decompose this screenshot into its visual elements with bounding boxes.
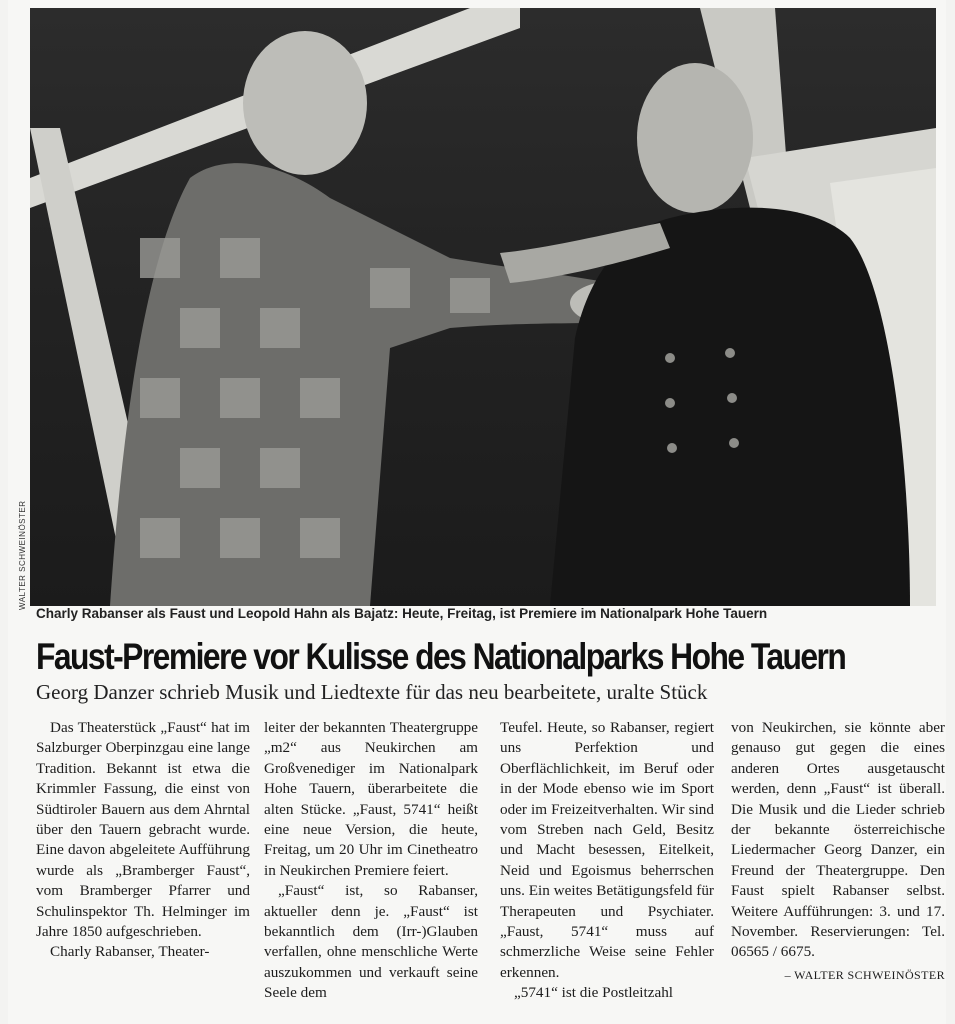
article-column-2 — [264, 718, 478, 1004]
article-photo — [30, 8, 936, 606]
article-column-4 — [731, 718, 945, 985]
photo-caption: Charly Rabanser als Faust und Leopold Hahn als Bajatz: Heute, Freitag, ist Premiere im Nationalpark Hohe Tauern — [36, 606, 768, 621]
paragraph: „Faust“ ist, so Rabanser, aktueller denn je. „Faust“ ist bekanntlich dem (Irr-)Glauben verfallen, ohne menschliche Werte auszukommen und verkauft seine Seele dem — [264, 882, 478, 1002]
paragraph: von Neukirchen, sie könnte aber genauso gut gegen die eines anderen Ortes ausgetauscht werden, denn „Faust“ ist überall. Die Musik und die Lieder schrieb der bekannte österreichische Liedermacher Georg Danzer, ein Freund der Theatergruppe. Den Faust spielt Rabanser selbst. Weitere Aufführungen: 3. und 17. November. Reservierungen: Tel. 06565 / 6675. — [731, 719, 945, 961]
paragraph: Charly Rabanser, Theater- — [50, 943, 210, 961]
article-subheadline: Georg Danzer schrieb Musik und Liedtexte für das neu bearbeitete, uralte Stück — [36, 680, 708, 704]
paragraph: leiter der bekannten Theatergruppe „m2“ aus Neukirchen am Großvenediger im Nationalpark Hohe Tauern, überarbeitete die alten Stücke. „Faust, 5741“ heißt eine neue Version, die heute, Freitag, um 20 Uhr im Cinetheatro in Neukirchen Premiere feiert. — [264, 719, 478, 879]
article-headline: Faust-Premiere vor Kulisse des Nationalparks Hohe Tauern — [36, 636, 846, 677]
photo-illustration — [30, 8, 936, 606]
author-signature: – WALTER SCHWEINÖSTER — [784, 967, 945, 982]
paragraph: Teufel. Heute, so Rabanser, regiert uns Perfektion und Oberflächlichkeit, im Beruf oder in der Mode ebenso wie im Sport oder im Freizeitverhalten. Wir sind vom Streben nach Geld, Besitz und Macht besessen, Eitelkeit, Neid und Egoismus beherrschen uns. Ein weites Betätigungsfeld für Therapeuten und Psychiater. „Faust, 5741“ muss auf schmerzliche Weise seine Fehler erkennen. — [500, 719, 714, 981]
paragraph: „5741“ ist die Postleitzahl — [514, 984, 674, 1002]
photo-credit: WALTER SCHWEINÖSTER — [18, 500, 27, 610]
right-actor-dark-jacket — [550, 208, 910, 606]
paragraph: Das Theaterstück „Faust“ hat im Salzburger Oberpinzgau eine lange Tradition. Bekannt ist etwa die Krimmler Fassung, die einst von Südtiroler Bauern aus dem Ahrntal über den Tauern gebracht wurde. Eine davon abgeleitete Aufführung wurde als „Bramberger Faust“, vom Bramberger Pfarrer und Schulinspektor Th. Helminger im Jahre 1850 aufgeschrieben. — [36, 719, 250, 941]
article-column-1 — [36, 718, 250, 963]
left-actor-head — [243, 31, 367, 175]
article-column-3 — [500, 718, 714, 1004]
article-body — [36, 718, 945, 1018]
right-actor-head — [637, 63, 753, 213]
